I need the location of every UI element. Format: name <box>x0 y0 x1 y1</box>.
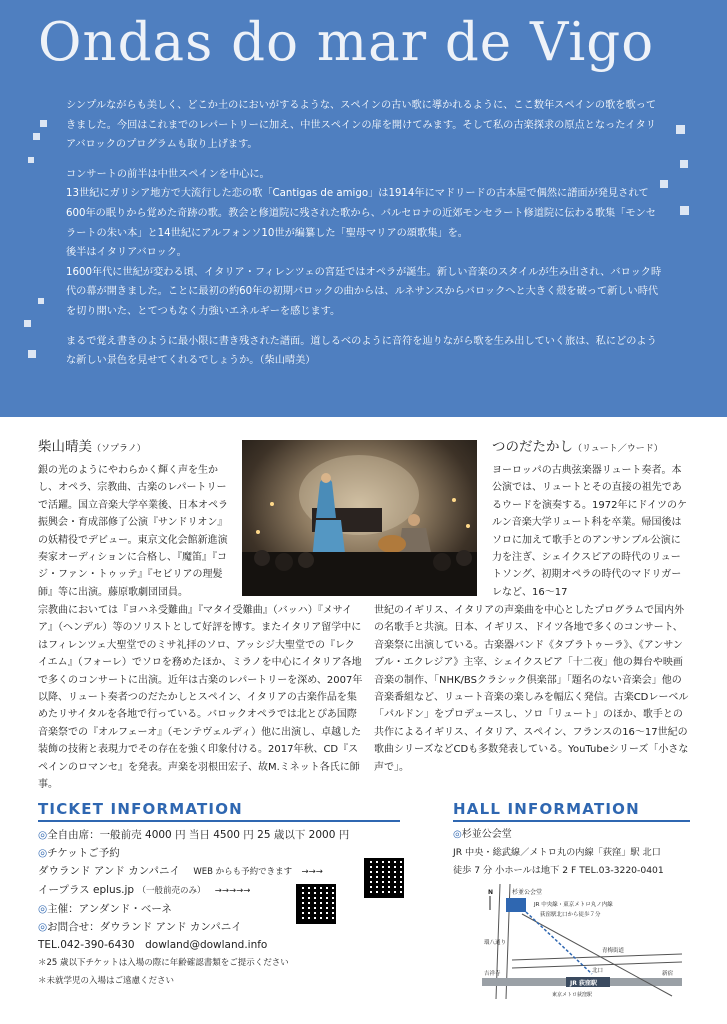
hall-access: JR 中央・総武線／メトロ丸の内線「荻窪」駅 北口 <box>453 847 661 858</box>
lute-bio-bottom: 世紀のイギリス、イタリアの声楽曲を中心としたプログラムで国内外の名歌手と共演。日本、イギリス、ドイツ各地で多くのコンサート、音楽祭に出演している。古楽器バンド《タブラトゥーラ》、《アンサンブル・エクレジア》主宰、シェイクスピア「十二夜」他の舞台や映画音楽の制作、「NHK/BSクラシック倶楽部」「題名のない音楽会」他の音楽番組など、リュート音楽の楽しみを幅広く発信。古楽CDレーベル「パルドン」をプロデュースし、ソロ「リュート」のほか、歌手との共作によるイギリス、イタリア、スペイン、フランスの16～17世紀の歌曲シリーズなどCDも多数発表している。YouTubeシリーズ「小さな声で」。 <box>374 605 689 773</box>
ticket-heading: TICKET INFORMATION <box>38 800 243 818</box>
decor-square <box>680 160 688 168</box>
soprano-name: 柴山晴美 <box>38 439 92 455</box>
ticket-tel-mail[interactable]: TEL.042-390-6430 dowland@dowland.info <box>38 939 268 951</box>
intro-paragraph: シンプルながらも美しく、どこか土のにおいがするような、スペインの古い歌に導かれるように、ここ数年スペインの歌を歌ってきました。今回はこれまでのレパートリーに加え、中世スペインの扉を開けてみます。そして私の古楽探求の原点となったイタリアバロックのプログラムも取り上げます。 <box>66 100 657 151</box>
map-north: N <box>488 889 494 896</box>
program-first-half: コンサートの前半は中世スペインを中心に。 <box>66 168 270 180</box>
decor-square <box>28 350 36 358</box>
map-road-ome: 青梅街道 <box>602 948 625 954</box>
cantigas-paragraph: 13世紀にガリシア地方で大流行した恋の歌「Cantigas de amigo」は1914年にマドリードの古本屋で偶然に譜面が発見されて600年の眠りから覚めた奇跡の歌。教会と修道院に残された歌から、バルセロナの近郊モンセラート修道院に伝わる歌集「モンセラートの朱い本」と14世紀にアルフォンソ10世が編纂した「聖母マリアの頌歌集」を。 <box>66 188 656 239</box>
map-line-label: JR 中央線・東京メトロ丸ノ内線 <box>534 902 613 908</box>
map-metro: 東京メトロ荻窪駅 <box>552 992 593 998</box>
ticket-dowland[interactable]: ダウランド アンド カンパニイ <box>38 865 181 877</box>
soprano-profile-top <box>38 438 235 601</box>
baroque-paragraph: 1600年代に世紀が変わる頃、イタリア・フィレンツェの宮廷ではオペラが誕生。新しい音楽のスタイルが生み出され、バロック時代の幕が開きました。ことに最初の約60年の初期バロックの曲からは、ルネサンスからバロックへと大きく殻を破って新しい時代を切り開いた、とてつもなく力強いエネルギーを感じます。 <box>66 266 662 317</box>
map-east: 新宿 <box>662 971 674 977</box>
ticket-heading-rule <box>38 820 400 822</box>
hall-heading: HALL INFORMATION <box>453 800 640 818</box>
lute-profile-top <box>492 438 690 601</box>
lute-profile-bottom <box>374 602 690 776</box>
ticket-contact: ◎ お問合せ：ダウランド アンド カンパニイ <box>38 918 438 936</box>
soprano-bio-bottom: 宗教曲においては『ヨハネ受難曲』『マタイ受難曲』（バッハ）『メサイア』（ヘンデル）等のソリストとして好評を博す。またイタリア留学中にはフィレンツェ大聖堂でのミサ礼拝のソロ、アッシジ大聖堂での『レクイエム』（フォーレ）でソロを務めたほか、ミラノを中心にイタリア各地で多くのコンサートに出演。近年は古楽のレパートリーを深め、2007年以降、リュート奏者つのだたかしとスペイン、イタリアの古楽作品を集めたリサイタルを各地で行っている。バロックオペラでは北とぴあ国際音楽祭での『オルフェーオ』（モンテヴェルディ）他に出演し、卓越した装飾の技術と表現力でその存在を強く印象付ける。2017年秋、CD『スペインのロマンセ』を発表。声楽を羽根田宏子、故M.ミネット各氏に師事。 <box>38 605 363 791</box>
decor-square <box>676 125 685 134</box>
hall-info <box>453 826 693 880</box>
program-second-half: 後半はイタリアバロック。 <box>66 247 187 259</box>
decor-square <box>33 133 40 140</box>
soprano-role: （ソプラノ） <box>92 444 146 454</box>
hall-map <box>482 884 682 999</box>
decor-square <box>24 320 31 327</box>
ticket-web-note: WEB からも予約できます <box>193 867 293 877</box>
ticket-reserve: ◎ チケットご予約 <box>38 844 438 862</box>
decor-square <box>680 206 689 215</box>
ticket-organizer: ◎ 主催：アンダンド・ベーネ <box>38 900 438 918</box>
hall-name: ◎ 杉並公会堂 <box>453 826 693 844</box>
performers-photo-illustration <box>242 440 477 596</box>
arrow-eplus: →→→→→ <box>214 886 251 896</box>
performers-photo <box>242 440 477 596</box>
eplus-qr-code[interactable] <box>296 884 336 924</box>
soprano-profile-bottom <box>38 602 363 793</box>
program-description <box>66 96 666 381</box>
dowland-qr-code[interactable] <box>364 858 404 898</box>
soprano-bio-top: 銀の光のようにやわらかく輝く声を生かし、オペラ、宗教曲、古楽のレパートリーで活躍。国立音楽大学卒業後、日本オペラ振興会・育成部修了公演『サンドリオン』の妖精役でデビュー。東京文化会館新進演奏家オーディションに合格し、『魔笛』『コジ・ファン・トゥッテ』『セビリアの理髪師』等に出演。藤原歌劇団団員。 <box>38 465 228 598</box>
ticket-price: ◎ 全自由席：一般前売 4000 円 当日 4500 円 25 歳以下 2000 円 <box>38 826 438 844</box>
map-station: JR 荻窪駅 <box>570 980 597 987</box>
concert-title: Ondas do mar de Vigo <box>38 12 655 73</box>
lute-role: （リュート／ウード） <box>573 444 663 454</box>
lute-name: つのだたかし <box>492 439 573 455</box>
hall-heading-rule <box>453 820 690 822</box>
ticket-note-age: ＊25 歳以下チケットは入場の際に年齢確認書類をご提示ください <box>38 958 289 968</box>
decor-square <box>28 157 34 163</box>
arrow-web: →→→ <box>301 867 323 877</box>
soprano-heading <box>38 438 235 458</box>
map-west: 吉祥寺 <box>484 971 501 977</box>
hero-panel <box>0 0 727 417</box>
map-walk-label: 荻窪駅北口から徒歩７分 <box>540 912 601 918</box>
decor-square <box>40 120 47 127</box>
decor-square <box>38 298 44 304</box>
map-hall-label: 杉並公会堂 <box>512 889 543 896</box>
map-exit: 北口 <box>592 968 604 974</box>
hall-walk-tel: 徒歩 7 分 小ホールは地下 2 F TEL.03-3220-0401 <box>453 865 664 876</box>
map-road-kanpachi: 環八通り <box>484 940 507 946</box>
ticket-eplus[interactable]: イープラス eplus.jp <box>38 884 135 896</box>
ticket-eplus-note: （一般前売のみ） <box>137 886 206 896</box>
lute-heading <box>492 438 690 458</box>
lute-bio-top: ヨーロッパの古典弦楽器リュート奏者。本公演では、リュートとその直接の祖先であるウードを演奏する。1972年にドイツのケルン音楽大学リュート科を卒業。帰国後はソロに加えて歌手とのアンサンブル公演に力を注ぎ、シェイクスピアの時代のリュートソング、初期オペラの時代のマドリガーレなど、16～17 <box>492 465 687 598</box>
ticket-note-children: ＊未就学児の入場はご遠慮ください <box>38 976 175 986</box>
ticket-info <box>38 826 438 990</box>
closing-paragraph: まるで覚え書きのように最小限に書き残された譜面。道しるべのように音符を辿りながら歌を生み出していく旅は、私にどのような新しい景色を見せてくれるでしょうか。（柴山晴美） <box>66 335 657 367</box>
